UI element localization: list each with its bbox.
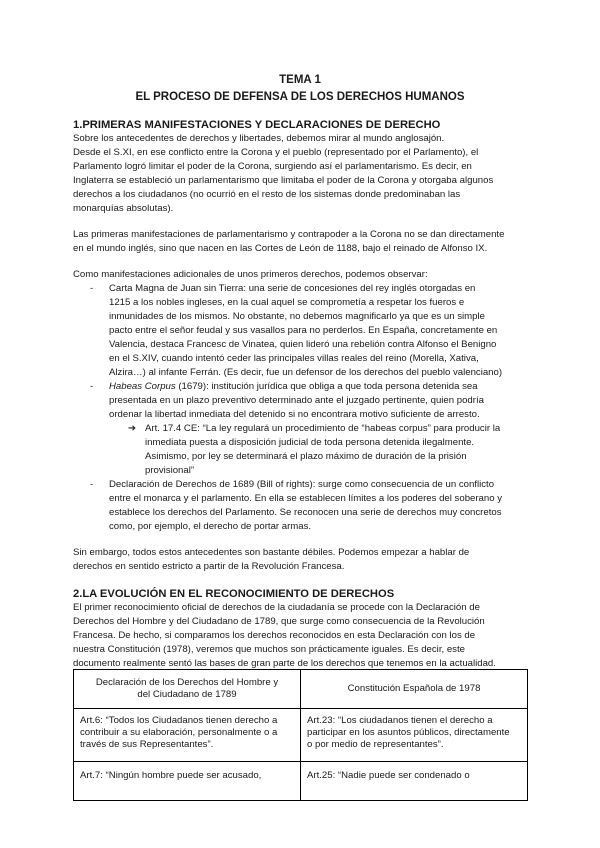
bullet1-line: 1215 a los nobles ingleses, en la cual aquel se comprometía a respetar los fueros e: [109, 297, 465, 308]
s1-p2-line: Las primeras manifestaciones de parlamentarismo y contrapoder a la Corona no se dan directamente: [73, 229, 505, 240]
cell-line: Art.7: “Ningún hombre puede ser acusado,: [80, 770, 262, 781]
sub-bullet-line: provisional”: [145, 465, 195, 476]
cell-line: Art.23: “Los ciudadanos tienen el derecho a: [307, 715, 493, 726]
bullet3-line: entre el monarca y el parlamento. En ella se establecen límites a los poderes del soberano y: [109, 493, 503, 504]
s1-p1-line: monarquías absolutas).: [73, 203, 174, 214]
s2-p1-line: nuestra Constitución (1978), veremos que muchos son prácticamente iguales. Es decir, este: [73, 644, 465, 655]
row2-cell-right: [301, 762, 528, 801]
arrow-icon: ➔: [128, 423, 137, 434]
s1-p1-line: Desde el S.XI, en ese conflicto entre la Corona y el pueblo (representado por el Parlamento), el: [73, 147, 479, 158]
bullet2-first-rest: (1679): institución jurídica que obliga a que toda persona detenida sea: [175, 381, 478, 392]
header-cell-right: [301, 670, 528, 709]
s1-p3-line: Como manifestaciones adicionales de unos primeros derechos, podemos observar:: [73, 269, 428, 280]
table-header-row: [74, 670, 528, 709]
cell-line: participar en los asuntos públicos, directamente: [307, 727, 510, 738]
bullet1-line: en el S.XIV, cuando intentó ceder las principales villas reales del reino (Morella, Xativa,: [109, 353, 479, 364]
doc-title-line2: EL PROCESO DE DEFENSA DE LOS DERECHOS HUMANOS: [135, 91, 465, 103]
s1-p1-line: derechos a los ciudadanos (no ocurrió en el resto de los sistemas donde predominaban las: [73, 189, 461, 200]
cell-line: o por medio de representantes”.: [307, 739, 444, 750]
s1-p4-line: Sin embargo, todos estos antecedentes son bastante débiles. Podemos empezar a hablar de: [73, 547, 470, 558]
bullet2-line: ordenar la libertad inmediata del detenido si no encontrara motivo suficiente de arresto.: [109, 409, 480, 420]
bullet-dash: -: [90, 479, 94, 490]
bullet1-line: pacto entre el señor feudal y sus vasallos para no perderlos. En España, concretamente en: [109, 325, 498, 336]
header-left-line: del Ciudadano de 1789: [137, 689, 237, 700]
table-row: [74, 709, 528, 762]
comparison-table: [73, 669, 528, 801]
sub-bullet-line: Asimismo, por ley se determinará el plazo máximo de duración de la prisión: [145, 451, 467, 462]
bullet1-line: inmunidades de los mismos. No obstante, no debemos magnificarlo ya que es un simple: [109, 311, 485, 322]
header-cell-left: [74, 670, 301, 709]
bullet1-line: Alzira…) al infante Ferrán. (Es decir, fue un defensor de los derechos del pueblo valenciano): [109, 367, 503, 378]
bullet3-line: como, por ejemplo, el derecho de portar armas.: [109, 521, 312, 532]
s1-p2-line: en el mundo inglés, sino que nacen en las Cortes de León de 1188, bajo el reinado de Alfonso IX.: [73, 243, 488, 254]
bullet3-line: Declaración de Derechos de 1689 (Bill of rights): surge como consecuencia de un conflicto: [109, 479, 495, 490]
bullet-dash: -: [90, 283, 94, 294]
bullet3-line: establece los derechos del Parlamento. Se reconocen una serie de derechos muy concretos: [109, 507, 502, 518]
section1-heading: 1.PRIMERAS MANIFESTACIONES Y DECLARACIONES DE DERECHO: [73, 119, 441, 131]
s1-p1-line: Parlamento logró limitar el poder de la Corona, surgiendo así el parlamentarismo. Es decir, en: [73, 161, 472, 172]
cell-line: Art.25: “Nadie puede ser condenado o: [307, 770, 470, 781]
s1-p1-line: Inglaterra se estableció un parlamentarismo que limitaba el poder de la Corona y otorgaba algunos: [73, 175, 494, 186]
bullet1-line: Valencia, destaca Francesc de Vinatea, quien lideró una rebelión contra Alfonso el Benigno: [109, 339, 497, 350]
header-right-text: Constitución Española de 1978: [347, 683, 481, 694]
cell-line: Art.6: “Todos los Ciudadanos tienen derecho a: [80, 715, 278, 726]
table-row: [74, 762, 528, 801]
bullet2-line: presentada en un plazo preventivo determinado ante el juzgado pertinente, quien podría: [109, 395, 484, 406]
bullet2-line: [109, 381, 478, 393]
sub-bullet-line: Art. 17.4 CE: “La ley regulará un procedimiento de “habeas corpus” para producir la: [145, 423, 501, 434]
s2-p1-line: El primer reconocimiento oficial de derechos de la ciudadanía se procede con la Declaración de: [73, 602, 480, 613]
row1-cell-left: [74, 709, 301, 762]
s2-p1-line: Francesa. De hecho, si comparamos los derechos reconocidos en esta Declaración con los de: [73, 630, 476, 641]
row1-cell-right: [301, 709, 528, 762]
s2-p1-line: Derechos del Hombre y del Ciudadano de 1789, que surge como consecuencia de la Revolución: [73, 616, 485, 627]
header-left-line: Declaración de los Derechos del Hombre y: [95, 677, 279, 688]
bullet1-line: Carta Magna de Juan sin Tierra: una serie de concesiones del rey inglés otorgadas en: [109, 283, 476, 294]
bullet-dash: -: [90, 381, 94, 392]
cell-line: contribuir a su elaboración, personalmente o a: [80, 727, 278, 738]
s1-p4-line: derechos en sentido estricto a partir de la Revolución Francesa.: [73, 561, 345, 572]
s2-p1-line: documento realmente sentó las bases de gran parte de los derechos que tenemos en la actualidad.: [73, 658, 496, 669]
row2-cell-left: [74, 762, 301, 801]
cell-line: través de sus Representantes”.: [80, 739, 214, 750]
sub-bullet-line: inmediata puesta a disposición judicial de toda persona detenida ilegalmente.: [145, 437, 475, 448]
s1-p1-line: Sobre los antecedentes de derechos y libertades, debemos mirar al mundo anglosajón.: [73, 133, 445, 144]
section2-heading: 2.LA EVOLUCIÓN EN EL RECONOCIMIENTO DE DERECHOS: [73, 588, 395, 600]
doc-title-line1: TEMA 1: [279, 74, 321, 86]
habeas-corpus-term: Habeas Corpus: [109, 381, 176, 392]
